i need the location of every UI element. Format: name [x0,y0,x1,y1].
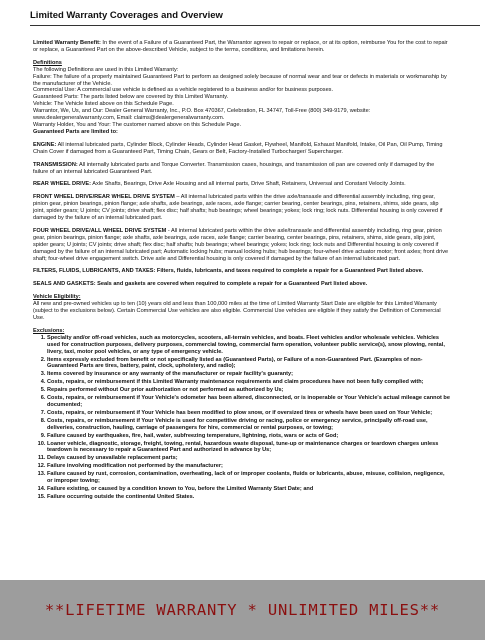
coverage-engine [33,142,451,156]
definitions-intro: The following Definitions are used in this Limited Warranty: [33,66,179,73]
coverage-text: Seals and gaskets are covered when required to complete a repair for a Guaranteed Part listed above. [97,281,368,288]
definition-commercial-use: Commercial Use: A commercial use vehicle is defined as a vehicle registered to a business and/or for business purposes. [33,87,334,94]
coverage-label: SEALS AND GASKETS: [33,281,96,288]
coverage-text: All internal lubricated parts, Cylinder Block, Cylinder Heads, Cylinder Head Gasket, Flywheel, Manifold, Exhaust Manifold, Intake, Oil Pan, Oil Pump, Timing Chain Cover if damaged from a Guaranteed Part, Timing Chain, Gears or Belt, Factory-Installed Turbocharger/ Supercharger. [33,141,443,155]
warranty-banner [0,580,485,640]
exclusion-item: 12. Failure involving modification not performed by the manufacturer; [47,463,451,470]
exclusion-item: 11. Delays caused by unavailable replacement parts; [47,455,451,462]
definitions-section [33,60,451,136]
eligibility-heading: Vehicle Eligibility: [33,294,81,301]
coverage-label: FILTERS, FLUIDS, LUBRICANTS, AND TAXES: [33,268,156,275]
coverage-text: – All internal lubricated parts within the drive axle/transaxle and differential assembly including, ring gear, pinion gear, pinion bearings, pinion flange; axle shafts, axle bearings, axle races, axle flange; carrier bearing, center bearings, pins, retainers, shims, side gears, slip joint, spider gears; U joints; CV joints; drive shaft; flex disc; half shafts; hub bearings; wheel bearings; yokes; lock ring; lock nuts. Differential housing is only covered if damaged by the failure of an internal lubricated part. [33,194,443,222]
exclusion-item: 5. Repairs performed without Our prior authorization or not performed as authorized by Us; [47,387,451,394]
coverage-seals-gaskets [33,281,451,288]
definition-vehicle: Vehicle: The Vehicle listed above on this Schedule Page. [33,101,174,108]
banner-text: **LIFETIME WARRANTY * UNLIMITED MILES** [44,601,441,619]
coverage-rear-wheel-drive [33,181,451,188]
coverage-front-wheel-drive [33,194,451,222]
coverage-label: FOUR WHEEL DRIVE/ALL WHEEL DRIVE SYSTEM [33,227,167,234]
coverage-label: TRANSMISSION: [33,161,78,168]
exclusion-item: 6. Costs, repairs, or reimbursement if Your Vehicle's odometer has been altered, disconnected, or is inoperable or Your Vehicle's actual mileage cannot be documented; [47,395,451,409]
coverage-text: All internally lubricated parts and Torque Converter. Transmission cases, housings, and transmission oil pan are covered only if damaged by the failure of an internal lubricated Guaranteed Part. [33,161,435,175]
coverage-four-wheel-drive [33,228,451,263]
definition-guaranteed-parts: Guaranteed Parts: The parts listed below are covered by this Limited Warranty. [33,94,229,101]
coverage-label: ENGINE: [33,141,57,148]
exclusion-item: 7. Costs, repairs, or reimbursement if Your Vehicle has been modified to plow snow, or if oversized tires or wheels have been used on Your Vehicle; [47,410,451,417]
exclusion-item: 3. Items covered by insurance or any warranty of the manufacturer or repair facility's guaranty; [47,371,451,378]
coverage-text: - All internal lubricated parts within the drive axle/transaxle and differential assembly including, ring gear, pinion gear, pinion bearings, pinion flange; axle shafts, axle bearings, axle races, axle flange; carrier bearing, center bearings, pins, retainers, shims, side gears, slip joint, spider gears; U joints; CV joints; drive shaft; flex disc; half shafts; hub bearings; wheel bearings; yokes; lock ring; lock nuts and Differential housing is only covered if damaged by the failure of an internal lubricated part; Automatic locking hubs; manual locking hubs; hub bearings; four-wheel drive actuator motor; front axles; front drive shaft; four-wheel drive engagement switch. Drive axle and Differential housing is only covered if damaged by the failure of an internal lubricated part. [33,227,449,262]
definitions-heading: Definitions [33,59,62,66]
document-body [33,40,451,502]
coverage-label: REAR WHEEL DRIVE: [33,181,92,188]
coverage-transmission [33,162,451,176]
eligibility-text: All new and pre-owned vehicles up to ten (10) years old and less than 100,000 miles at the time of Limited Warranty Start Date are eligible for this Limited Warranty (subject to the exclusions below). Certain Commercial Use vehicles are also eligible. Commercial Use vehicles are eligible if they satisfy the Definition of Commercial Use. [33,301,441,321]
exclusion-item: 10. Loaner vehicle, diagnostic, storage, freight, towing, rental, hazardous waste disposal, tune-up or maintenance charges or teardown charges unless teardown is necessary to repair a Guaranteed Part and authorized in advance by Us; [47,441,451,455]
exclusions-section [33,328,451,501]
benefit-text: In the event of a Failure of a Guaranteed Part, the Warrantor agrees to repair or replace, or at its option, reimburse You for the cost to repair or replace, a Guaranteed Part on the above-described Vehicle, subject to the terms, conditions, and limitations herein. [33,40,448,53]
exclusions-list [33,335,451,501]
exclusions-heading: Exclusions: [33,327,65,334]
exclusion-item: 8. Costs, repairs, or reimbursement if Your Vehicle is used for competitive driving or racing, police or emergency service, principally off-road use, deliveries, construction, hauling, carriage of passengers for hire, commercial or rental purposes, or towing; [47,418,451,432]
exclusion-item: 4. Costs, repairs, or reimbursement if this Limited Warranty maintenance requirements and claim procedures have not been fully complied with; [47,379,451,386]
definition-parts-limited: Guaranteed Parts are limited to: [33,128,118,135]
coverage-text: Filters, fluids, lubricants, and taxes required to complete a repair for a Guaranteed Part listed above. [156,268,424,275]
exclusion-item: 13. Failure caused by rust, corrosion, contamination, overheating, lack of or improper coolants, fluids or lubricants, abuse, misuse, collision, negligence, or improper towing; [47,471,451,485]
definition-warranty-holder: Warranty Holder, You and Your: The customer named above on this Schedule Page. [33,121,242,128]
definition-failure: Failure: The failure of a properly maintained Guaranteed Part to perform as designed solely because of normal wear and tear or defects in materials or workmanship by the manufacturer of the Vehicle. [33,73,447,87]
document-title: Limited Warranty Coverages and Overview [30,10,480,26]
exclusion-item: 2. Items expressly excluded from benefit or not specifically listed as (Guaranteed Parts), or Failure of a non-Guaranteed Part. (Examples of non-Guaranteed Parts are tires, battery, paint, clock, upholstery, and radio); [47,357,451,371]
benefit-paragraph [33,40,451,54]
benefit-label: Limited Warranty Benefit: [33,40,101,46]
exclusion-item: 15. Failure occurring outside the continental United States. [47,494,451,501]
coverage-label: FRONT WHEEL DRIVE/REAR WHEEL DRIVE SYSTEM [33,194,175,201]
exclusion-item: 14. Failure existing, or caused by a condition known to You, before the Limited Warranty Start Date; and [47,486,451,493]
definition-warrantor: Warrantor, We, Us, and Our: Dealer General Warranty, Inc., P.O. Box 470367, Celebration, FL 34747, Toll-Free (800) 349-9179, website: www.dealergeneralwarranty.com, Email: claims@dealergeneralwarranty.com. [33,108,371,122]
exclusion-item: 1. Specialty and/or off-road vehicles, such as motorcycles, scooters, all-terrain vehicles, and boats. Fleet vehicles and/or wholesale vehicles. Vehicles used for construction purposes, delivery purposes, commercial towing, commercial farm operation, volunteer public service(s), snow plowing, rental, livery, taxi, motor pool vehicles, or any type of emergency vehicle. [47,335,451,356]
coverage-filters-fluids [33,268,451,275]
exclusion-item: 9. Failure caused by earthquakes, fire, hail, water, subfreezing temperature, lightning, riots, wars or acts of God; [47,433,451,440]
coverage-text: Axle Shafts, Bearings, Drive Axle Housing and all internal parts, Drive Shaft, Retainers, Universal and Constant Velocity Joints. [92,181,406,188]
eligibility-section [33,294,451,322]
